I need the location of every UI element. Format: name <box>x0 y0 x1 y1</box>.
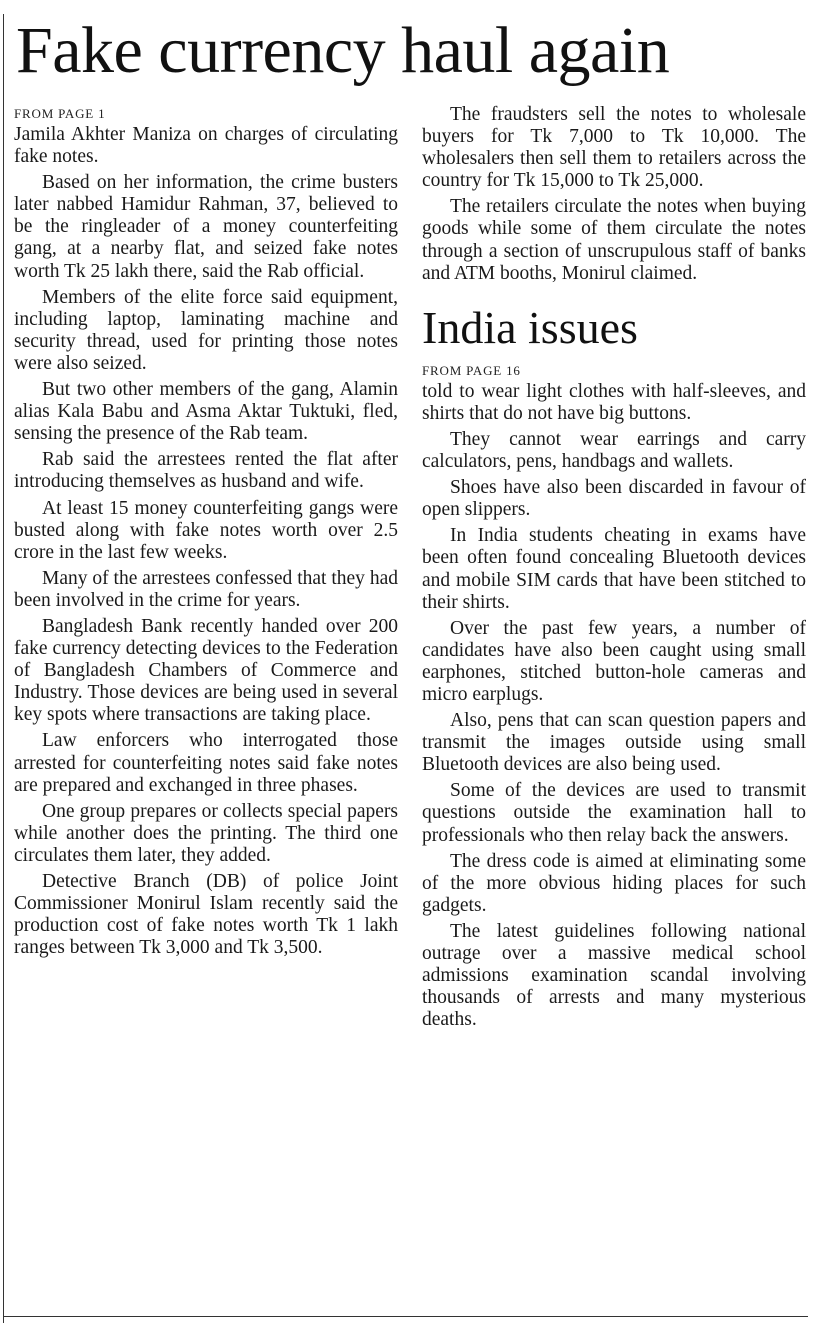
article2-paragraph: told to wear light clothes with half-sleeves, and shirts that do not have big buttons. <box>422 380 806 424</box>
article2-paragraph: Over the past few years, a number of candidates have also been caught using small earphones, stitched button-hole cameras and micro earplugs. <box>422 617 806 705</box>
article1-paragraph: Many of the arrestees confessed that they had been involved in the crime for years. <box>14 567 398 611</box>
article1-paragraph: At least 15 money counterfeiting gangs were busted along with fake notes worth over 2.5 crore in the last few weeks. <box>14 497 398 563</box>
article1-paragraph: Based on her information, the crime busters later nabbed Hamidur Rahman, 37, believed to be the ringleader of a money counterfeiting gang, at a nearby flat, and seized fake notes worth Tk 25 lakh there, said the Rab official. <box>14 172 398 282</box>
headline-fake-currency: Fake currency haul again <box>16 14 670 87</box>
headline-india-issues: India issues <box>422 301 638 353</box>
article1-paragraph: Jamila Akhter Maniza on charges of circulating fake notes. <box>14 124 398 168</box>
kicker-from-page-16: FROM PAGE 16 <box>422 362 521 378</box>
article2-paragraph: In India students cheating in exams have been often found concealing Bluetooth devices and mobile SIM cards that have been stitched to their shirts. <box>422 525 806 613</box>
article1-paragraph: The retailers circulate the notes when buying goods while some of them circulate the notes through a section of unscrupulous staff of banks and ATM booths, Monirul claimed. <box>422 196 806 284</box>
kicker-from-page-1: FROM PAGE 1 <box>14 106 106 121</box>
frame-bottom-rule <box>3 1316 808 1317</box>
frame-left-rule <box>3 14 4 1323</box>
article1-paragraph: But two other members of the gang, Alamin alias Kala Babu and Asma Aktar Tuktuki, fled, sensing the presence of the Rab team. <box>14 379 398 445</box>
article1-paragraph: Members of the elite force said equipment, including laptop, laminating machine and security thread, used for printing those notes were also seized. <box>14 286 398 374</box>
article2-paragraph: Shoes have also been discarded in favour of open slippers. <box>422 477 806 521</box>
article1-paragraph: One group prepares or collects special papers while another does the printing. The third one circulates them later, they added. <box>14 800 398 866</box>
article2-paragraph: The latest guidelines following national outrage over a massive medical school admissions examination scandal involving thousands of arrests and many mysterious deaths. <box>422 920 806 1031</box>
article2-paragraph: Also, pens that can scan question papers and transmit the images outside using small Bluetooth devices are also being used. <box>422 710 806 776</box>
right-column <box>422 104 806 1035</box>
article2-paragraph: They cannot wear earrings and carry calculators, pens, handbags and wallets. <box>422 428 806 473</box>
article1-paragraph: Rab said the arrestees rented the flat after introducing themselves as husband and wife. <box>14 449 398 493</box>
article1-paragraph: The fraudsters sell the notes to wholesale buyers for Tk 7,000 to Tk 10,000. The wholesalers then sell them to retailers across the country for Tk 15,000 to Tk 25,000. <box>422 104 806 192</box>
article2-paragraph: The dress code is aimed at eliminating some of the more obvious hiding places for such gadgets. <box>422 850 806 916</box>
article2-paragraph: Some of the devices are used to transmit questions outside the examination hall to professionals who then relay back the answers. <box>422 780 806 846</box>
left-column <box>14 104 398 963</box>
article1-paragraph: Law enforcers who interrogated those arrested for counterfeiting notes said fake notes are prepared and exchanged in three phases. <box>14 730 398 796</box>
article1-paragraph: Bangladesh Bank recently handed over 200 fake currency detecting devices to the Federation of Bangladesh Chambers of Commerce and Industry. Those devices are being used in several key spots where transactions are taking place. <box>14 615 398 726</box>
article1-paragraph: Detective Branch (DB) of police Joint Commissioner Monirul Islam recently said the production cost of fake notes worth Tk 1 lakh ranges between Tk 3,000 and Tk 3,500. <box>14 871 398 959</box>
